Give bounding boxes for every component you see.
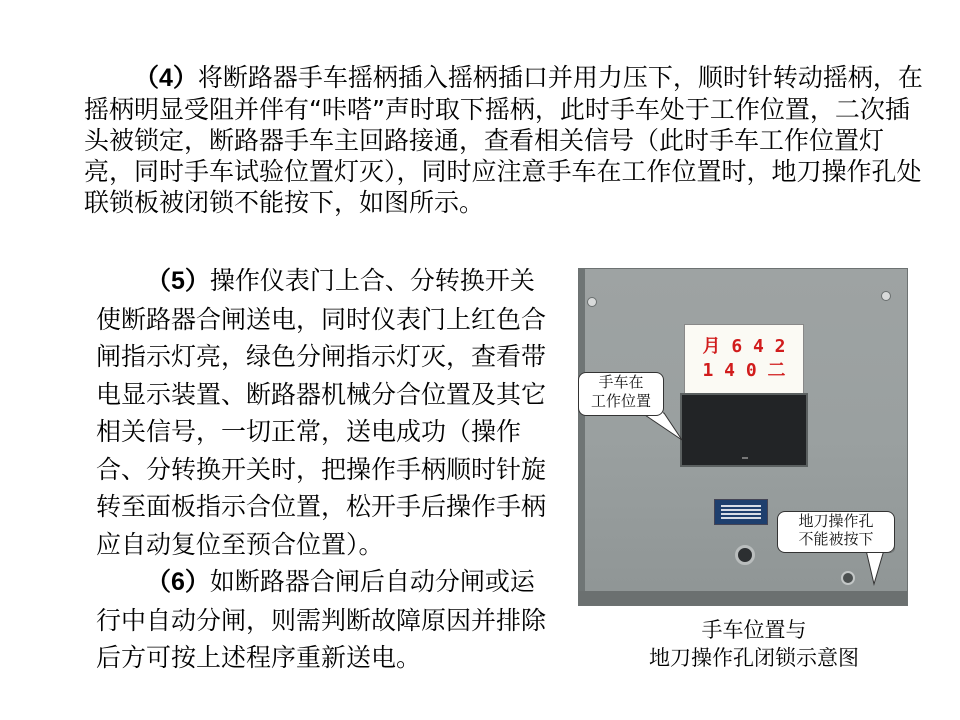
door-hinge [579, 269, 585, 605]
plate-line-2: 1 4 0 二 [702, 360, 786, 381]
caption-line-1: 手车位置与 [701, 618, 807, 642]
step-4-text: 将断路器手车摇柄插入摇柄插口并用力压下，顺时针转动摇柄，在摇柄明显受阻并伴有“咔嗒”声时取下摇柄，此时手车处于工作位置，二次插头被锁定，断路器手车主回路接通，查看相关信号（此时手车工作位置灯亮，同时手车试验位置灯灭），同时应注意手车在工作位置时，地刀操作孔处联锁板被闭锁不能按下，如图所示。 [84, 63, 923, 217]
callout-ground-line-2: 不能被按下 [798, 530, 874, 548]
callout-ground-line-1: 地刀操作孔 [798, 512, 874, 530]
paragraph-step-6 [96, 563, 558, 677]
step-5-number: （5） [146, 267, 210, 295]
panel-bottom-strip [579, 591, 907, 605]
panel-number-plate [684, 324, 804, 394]
paragraph-step-5 [96, 262, 558, 563]
switchgear-photo [578, 268, 908, 606]
paragraph-steps-5-6 [96, 262, 558, 677]
callout-working-line-2: 工作位置 [590, 392, 651, 410]
step-5-text: 操作仪表门上合、分转换开关使断路器合闸送电，同时仪表门上红色合闸指示灯亮，绿色分闸指示灯灭，查看带电显示装置、断路器机械分合位置及其它相关信号，一切正常，送电成功（操作合、分转换开关时，把操作手柄顺时针旋转至面板指示合位置，松开手后操作手柄应自动复位至预合位置）。 [96, 266, 547, 559]
equipment-nameplate [714, 499, 768, 525]
callout-working-line-1: 手车在 [598, 373, 644, 391]
figure-caption [614, 616, 894, 672]
paragraph-step-4 [84, 62, 924, 218]
earthing-switch-hole-icon [841, 571, 855, 585]
callout-ground-hole-locked [777, 511, 895, 553]
operation-knob-icon [735, 545, 755, 565]
screw-icon [881, 291, 891, 301]
screw-icon [587, 297, 597, 307]
step-6-number: （6） [146, 568, 210, 596]
inspection-window [680, 393, 808, 467]
callout-working-position [578, 372, 664, 416]
step-6-text: 如断路器合闸后自动分闸或运行中自动分闸，则需判断故障原因并排除后方可按上述程序重新送电。 [96, 567, 547, 672]
caption-line-2: 地刀操作孔闭锁示意图 [649, 646, 859, 670]
plate-line-1: 月 6 4 2 [702, 336, 786, 357]
step-4-number: （4） [134, 64, 198, 92]
